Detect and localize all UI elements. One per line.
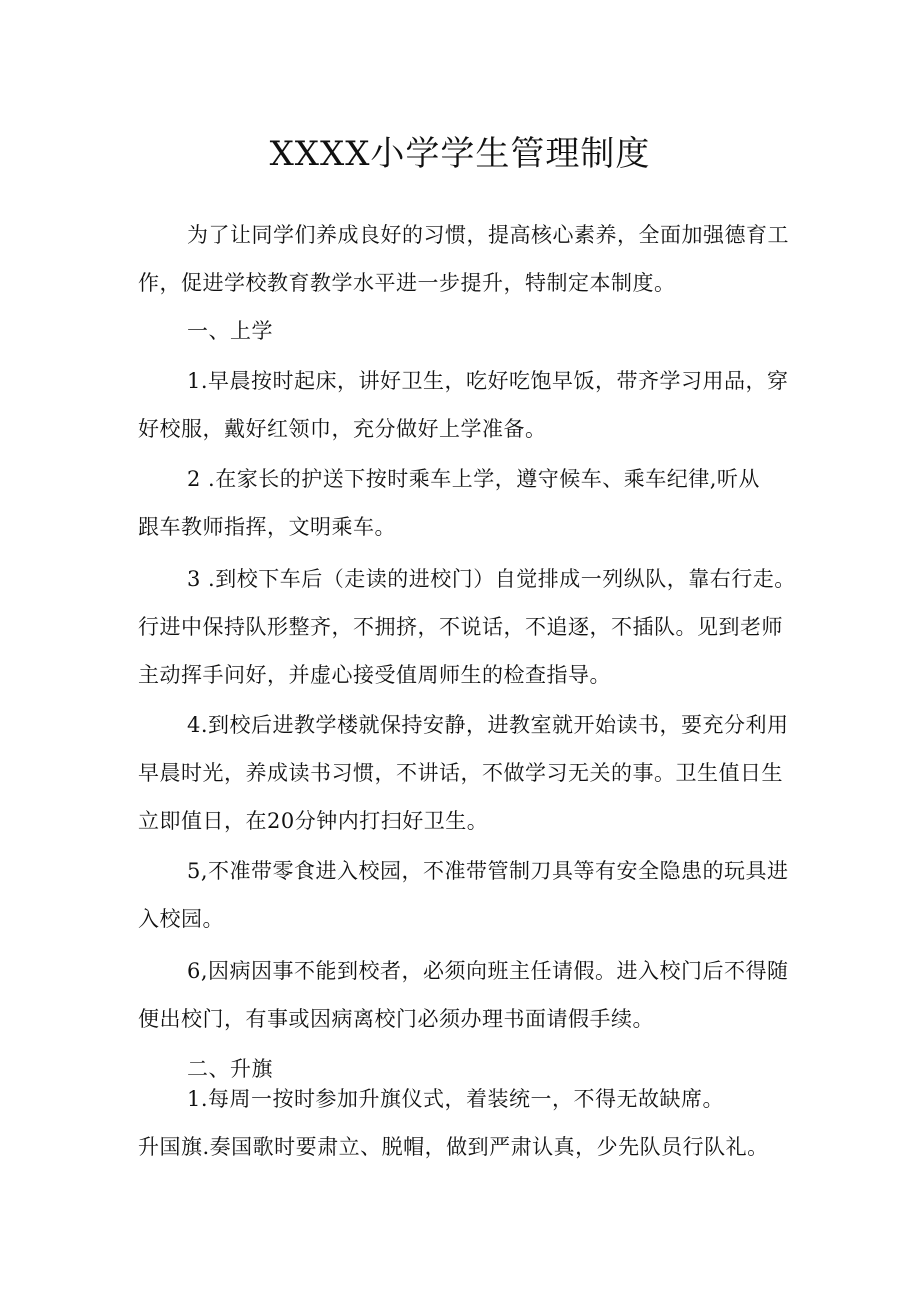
rule-1-5-line-2: 入校园。	[138, 907, 224, 931]
rule-1-2-line-2: 跟车教师指挥，文明乘车。	[138, 515, 396, 539]
rule-1-3-line-2: 行进中保持队形整齐，不拥挤，不说话，不追逐，不插队。见到老师	[138, 615, 783, 639]
intro-line-1: 为了让同学们养成良好的习惯，提高核心素养，全面加强德育工	[187, 223, 789, 247]
document-title: XXXX小学学生管理制度	[269, 134, 651, 174]
rule-1-5-line-1: 5,不准带零食进入校园，不准带管制刀具等有安全隐患的玩具进	[187, 859, 789, 883]
rule-1-6-line-1: 6,因病因事不能到校者，必须向班主任请假。进入校门后不得随	[187, 959, 789, 983]
section-heading-attendance: 一、上学	[187, 319, 273, 343]
rule-1-3-line-1: 3 .到校下车后（走读的进校门）自觉排成一列纵队，靠右行走。	[187, 567, 796, 591]
rule-1-4-line-2: 早晨时光，养成读书习惯，不讲话，不做学习无关的事。卫生值日生	[138, 761, 783, 785]
rule-1-2-line-1: 2 .在家长的护送下按时乘车上学，遵守候车、乘车纪律,听从	[187, 467, 760, 491]
rule-2-1-line-2: 升国旗.奏国歌时要肃立、脱帽，做到严肃认真，少先队员行队礼。	[138, 1135, 769, 1159]
rule-1-6-line-2: 便出校门，有事或因病离校门必须办理书面请假手续。	[138, 1007, 654, 1031]
rule-1-3-line-3: 主动挥手问好，并虚心接受值周师生的检查指导。	[138, 663, 611, 687]
section-heading-flag-raising: 二、升旗	[187, 1057, 273, 1081]
rule-1-1-line-1: 1.早晨按时起床，讲好卫生，吃好吃饱早饭，带齐学习用品，穿	[187, 369, 789, 393]
rule-1-4-line-3: 立即值日，在20分钟内打扫好卫生。	[138, 809, 489, 833]
intro-line-2: 作，促进学校教育教学水平进一步提升，特制定本制度。	[138, 271, 676, 295]
rule-1-1-line-2: 好校服，戴好红领巾，充分做好上学准备。	[138, 417, 547, 441]
rule-2-1-line-1: 1.每周一按时参加升旗仪式，着装统一，不得无故缺席。	[187, 1087, 725, 1111]
rule-1-4-line-1: 4.到校后进教学楼就保持安静，进教室就开始读书，要充分利用	[187, 713, 789, 737]
